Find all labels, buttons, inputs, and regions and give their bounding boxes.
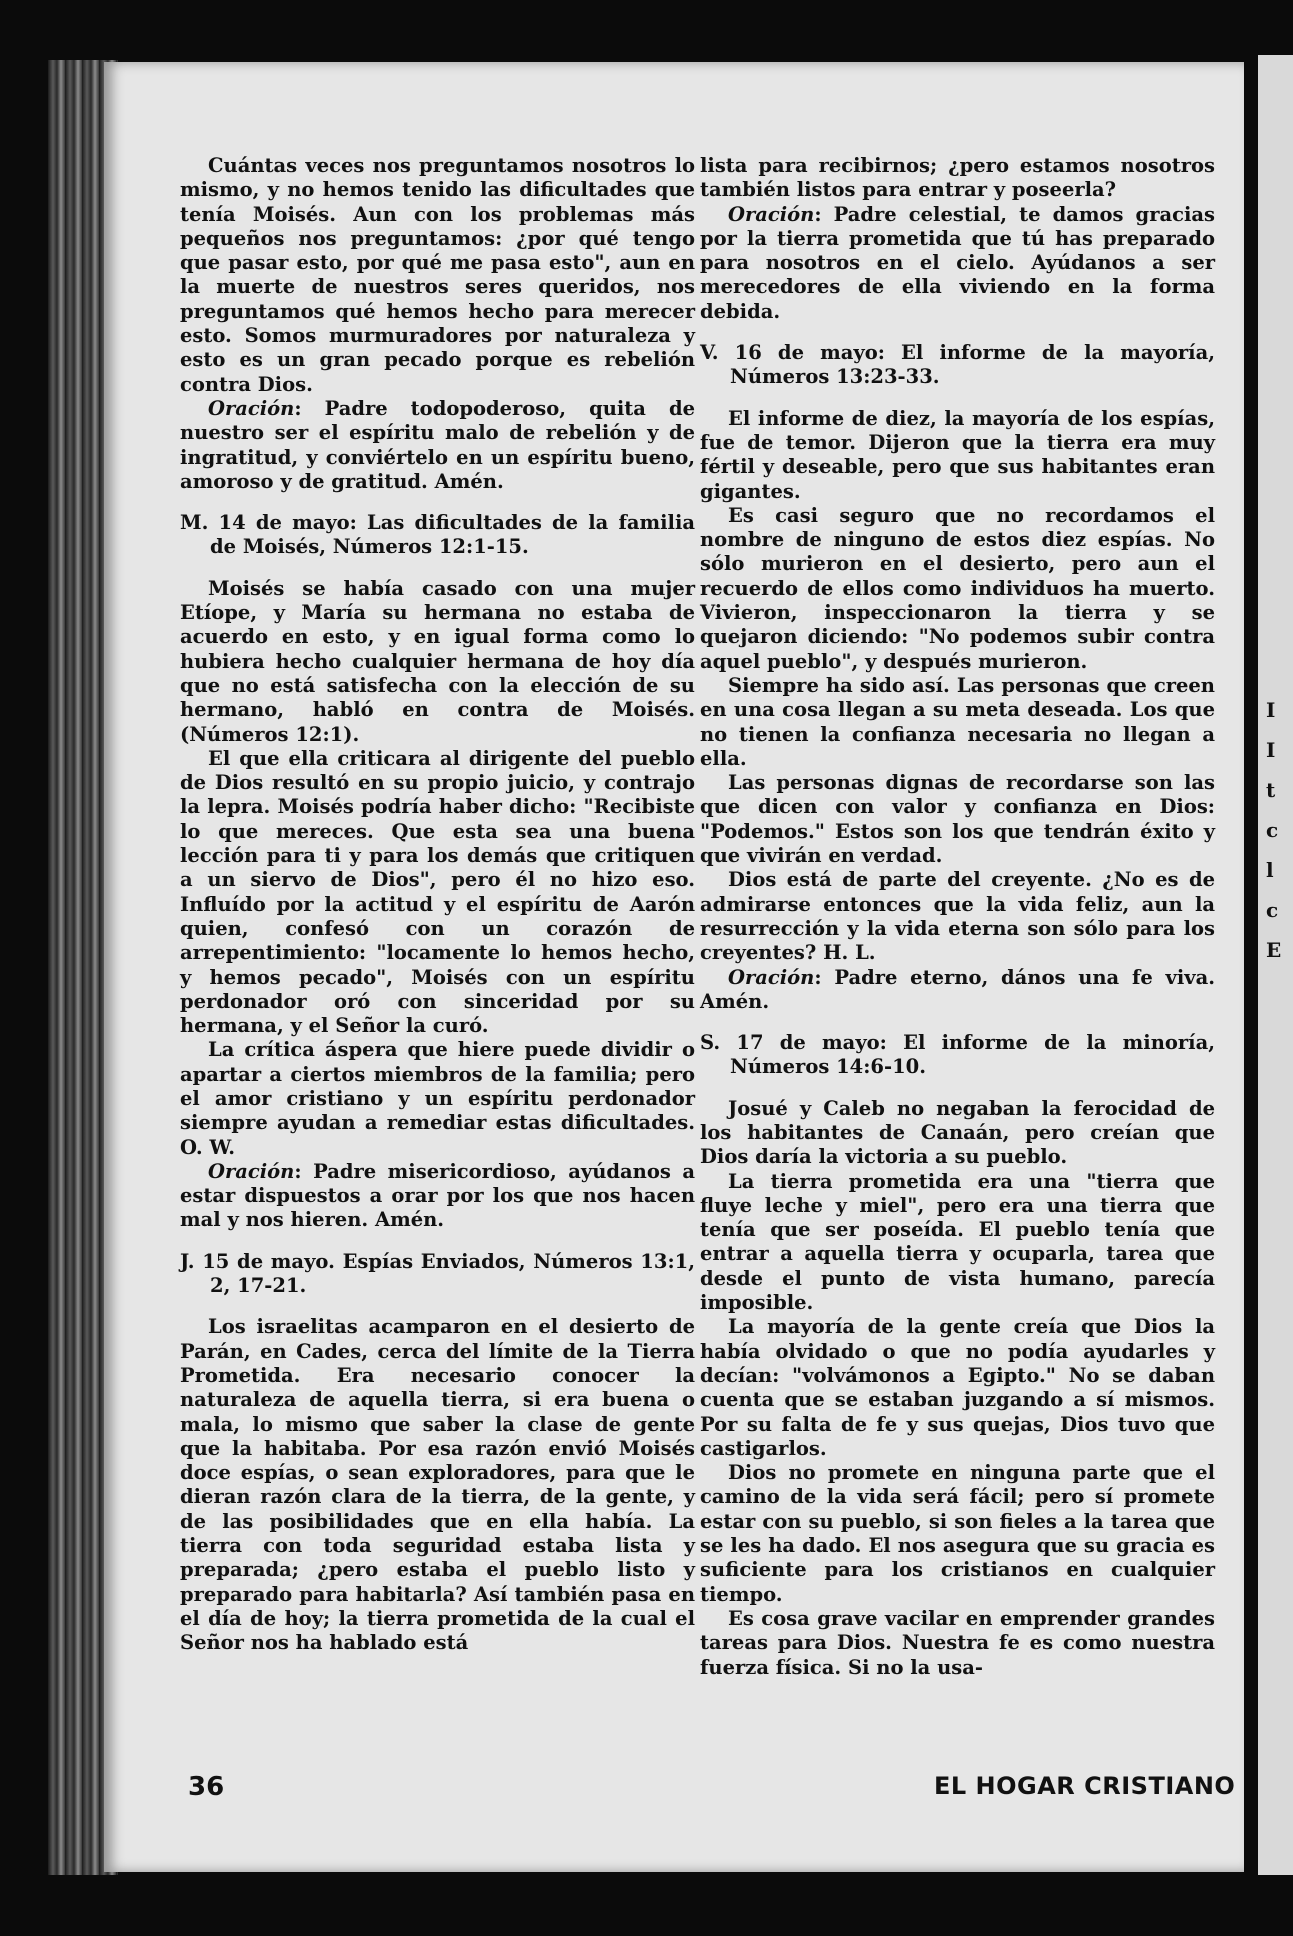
body-paragraph: lista para recibirnos; ¿pero estamos nosotros también listos para entrar y poseerla? (700, 154, 1215, 202)
body-paragraph: Es cosa grave vacilar en emprender grandes tareas para Dios. Nuestra fe es como nuestra fuerza física. Si no la usa- (700, 1606, 1215, 1679)
left-column (180, 154, 695, 1656)
prayer-paragraph (180, 1160, 695, 1233)
body-paragraph: Los israelitas acamparon en el desierto de Parán, en Cades, cerca del límite de la Tierra Prometida. Era necesario conocer la naturaleza de aquella tierra, si era buena o mala, lo mismo que saber la clase de gente que la habitaba. Por esa razón envió Moisés doce espías, o sean exploradores, para que le dieran razón clara de la tierra, de la gente, y de las posibilidades que en ella había. La tierra con toda seguridad estaba lista y preparada; ¿pero estaba el pueblo listo y preparado para habitarla? Así también pasa en el día de hoy; la tierra prometida de la cual el Señor nos ha hablado está (180, 1315, 695, 1655)
body-paragraph: Moisés se había casado con una mujer Etíope, y María su hermana no estaba de acuerdo en esto, y en igual forma como lo hubiera hecho cualquier hermana de hoy día que no está satisfecha con la elección de su hermano, habló en contra de Moisés. (Números 12:1). (180, 576, 695, 746)
prayer-text: : Padre eterno, dános una fe viva. Amén. (700, 965, 1215, 1013)
section-heading: M. 14 de mayo: Las dificultades de la familia de Moisés, Números 12:1-15. (180, 511, 695, 559)
body-paragraph: Siempre ha sido así. Las personas que creen en una cosa llegan a su meta deseada. Los que no tienen la confianza necesaria no llegan a ella. (700, 673, 1215, 770)
prayer-label: Oración (728, 202, 815, 226)
body-paragraph: Cuántas veces nos preguntamos nosotros lo mismo, y no hemos tenido las dificultades que tenía Moisés. Aun con los problemas más pequeños nos preguntamos: ¿por qué tengo que pasar esto, por qué me pasa esto", aun en la muerte de nuestros seres queridos, nos preguntamos qué hemos hecho para merecer esto. Somos murmuradores por naturaleza y esto es un gran pecado porque es rebelión contra Dios. (180, 154, 695, 396)
body-paragraph: Dios no promete en ninguna parte que el camino de la vida será fácil; pero sí promete estar con su pueblo, si son fieles a la tarea que se les ha dado. El nos asegura que su gracia es suficiente para los cristianos en cualquier tiempo. (700, 1461, 1215, 1606)
edge-letter: c (1266, 898, 1279, 922)
prayer-label: Oración (208, 396, 295, 420)
adjacent-page-letters (1266, 690, 1290, 970)
section-heading: V. 16 de mayo: El informe de la mayoría, Números 13:23-33. (700, 341, 1215, 389)
prayer-text: : Padre todopoderoso, quita de nuestro ser el espíritu malo de rebelión y de ingratitud, y conviértelo en un espíritu bueno, amoroso y de gratitud. Amén. (180, 396, 695, 493)
body-paragraph: El que ella criticara al dirigente del pueblo de Dios resultó en su propio juicio, y contrajo la lepra. Moisés podría haber dicho: "Recibiste lo que mereces. Que esta sea una buena lección para ti y para los demás que critiquen a un siervo de Dios", pero él no hizo eso. Influído por la actitud y el espíritu de Aarón quien, confesó con un corazón de arrepentimiento: "locamente lo hemos hecho, y hemos pecado", Moisés con un espíritu perdonador oró con sinceridad por su hermana, y el Señor la curó. (180, 746, 695, 1038)
body-paragraph: La crítica áspera que hiere puede dividir o apartar a ciertos miembros de la familia; pero el amor cristiano y un espíritu perdonador siempre ayudan a remediar estas dificultades. O. W. (180, 1038, 695, 1159)
body-paragraph: La tierra prometida era una "tierra que fluye leche y miel", pero era una tierra que tenía que ser poseída. El pueblo tenía que entrar a aquella tierra y ocuparla, tarea que desde el punto de vista humano, parecía imposible. (700, 1169, 1215, 1315)
body-paragraph: El informe de diez, la mayoría de los espías, fue de temor. Dijeron que la tierra era muy fértil y deseable, pero que sus habitantes eran gigantes. (700, 406, 1215, 503)
book-page (104, 62, 1244, 1872)
prayer-paragraph (180, 397, 695, 494)
running-title: EL HOGAR CRISTIANO (934, 1772, 1236, 1800)
prayer-label: Oración (728, 965, 815, 989)
prayer-paragraph (700, 203, 1215, 324)
edge-letter: I (1266, 738, 1276, 762)
section-heading: S. 17 de mayo: El informe de la minoría, Números 14:6-10. (700, 1031, 1215, 1079)
section-heading: J. 15 de mayo. Espías Enviados, Números 13:1, 2, 17-21. (180, 1249, 695, 1298)
prayer-text: : Padre celestial, te damos gracias por la tierra prometida que tú has preparado para nosotros en el cielo. Ayúdanos a ser merecedores de ella viviendo en la forma debida. (700, 202, 1215, 323)
body-paragraph: Es casi seguro que no recordamos el nombre de ninguno de estos diez espías. No sólo murieron en el desierto, pero aun el recuerdo de ellos como individuos ha muerto. Vivieron, inspeccionaron la tierra y se quejaron diciendo: "No podemos subir contra aquel pueblo", y después murieron. (700, 503, 1215, 673)
edge-letter: c (1266, 818, 1279, 842)
right-column (700, 154, 1215, 1680)
prayer-paragraph (700, 966, 1215, 1015)
body-paragraph: Josué y Caleb no negaban la ferocidad de los habitantes de Canaán, pero creían que Dios daría la victoria a su pueblo. (700, 1096, 1215, 1169)
body-paragraph: Dios está de parte del creyente. ¿No es de admirarse entonces que la vida feliz, aun la resurrección y la vida eterna son sólo para los creyentes? H. L. (700, 868, 1215, 965)
edge-letter: t (1266, 778, 1276, 802)
edge-letter: l (1266, 858, 1274, 882)
edge-letter: I (1266, 698, 1276, 722)
prayer-text: : Padre misericordioso, ayúdanos a estar dispuestos a orar por los que nos hacen mal y nos hieren. Amén. (180, 1159, 695, 1232)
body-paragraph: Las personas dignas de recordarse son las que dicen con valor y confianza en Dios: "Podemos." Estos son los que tendrán éxito y que vivirán en verdad. (700, 771, 1215, 868)
prayer-label: Oración (208, 1159, 295, 1183)
body-paragraph: La mayoría de la gente creía que Dios la había olvidado o que no podía ayudarles y decían: "volvámonos a Egipto." No se daban cuenta que se estaban juzgando a sí mismos. Por su falta de fe y sus quejas, Dios tuvo que castigarlos. (700, 1315, 1215, 1460)
edge-letter: E (1266, 938, 1282, 962)
page-number: 36 (188, 1772, 225, 1802)
